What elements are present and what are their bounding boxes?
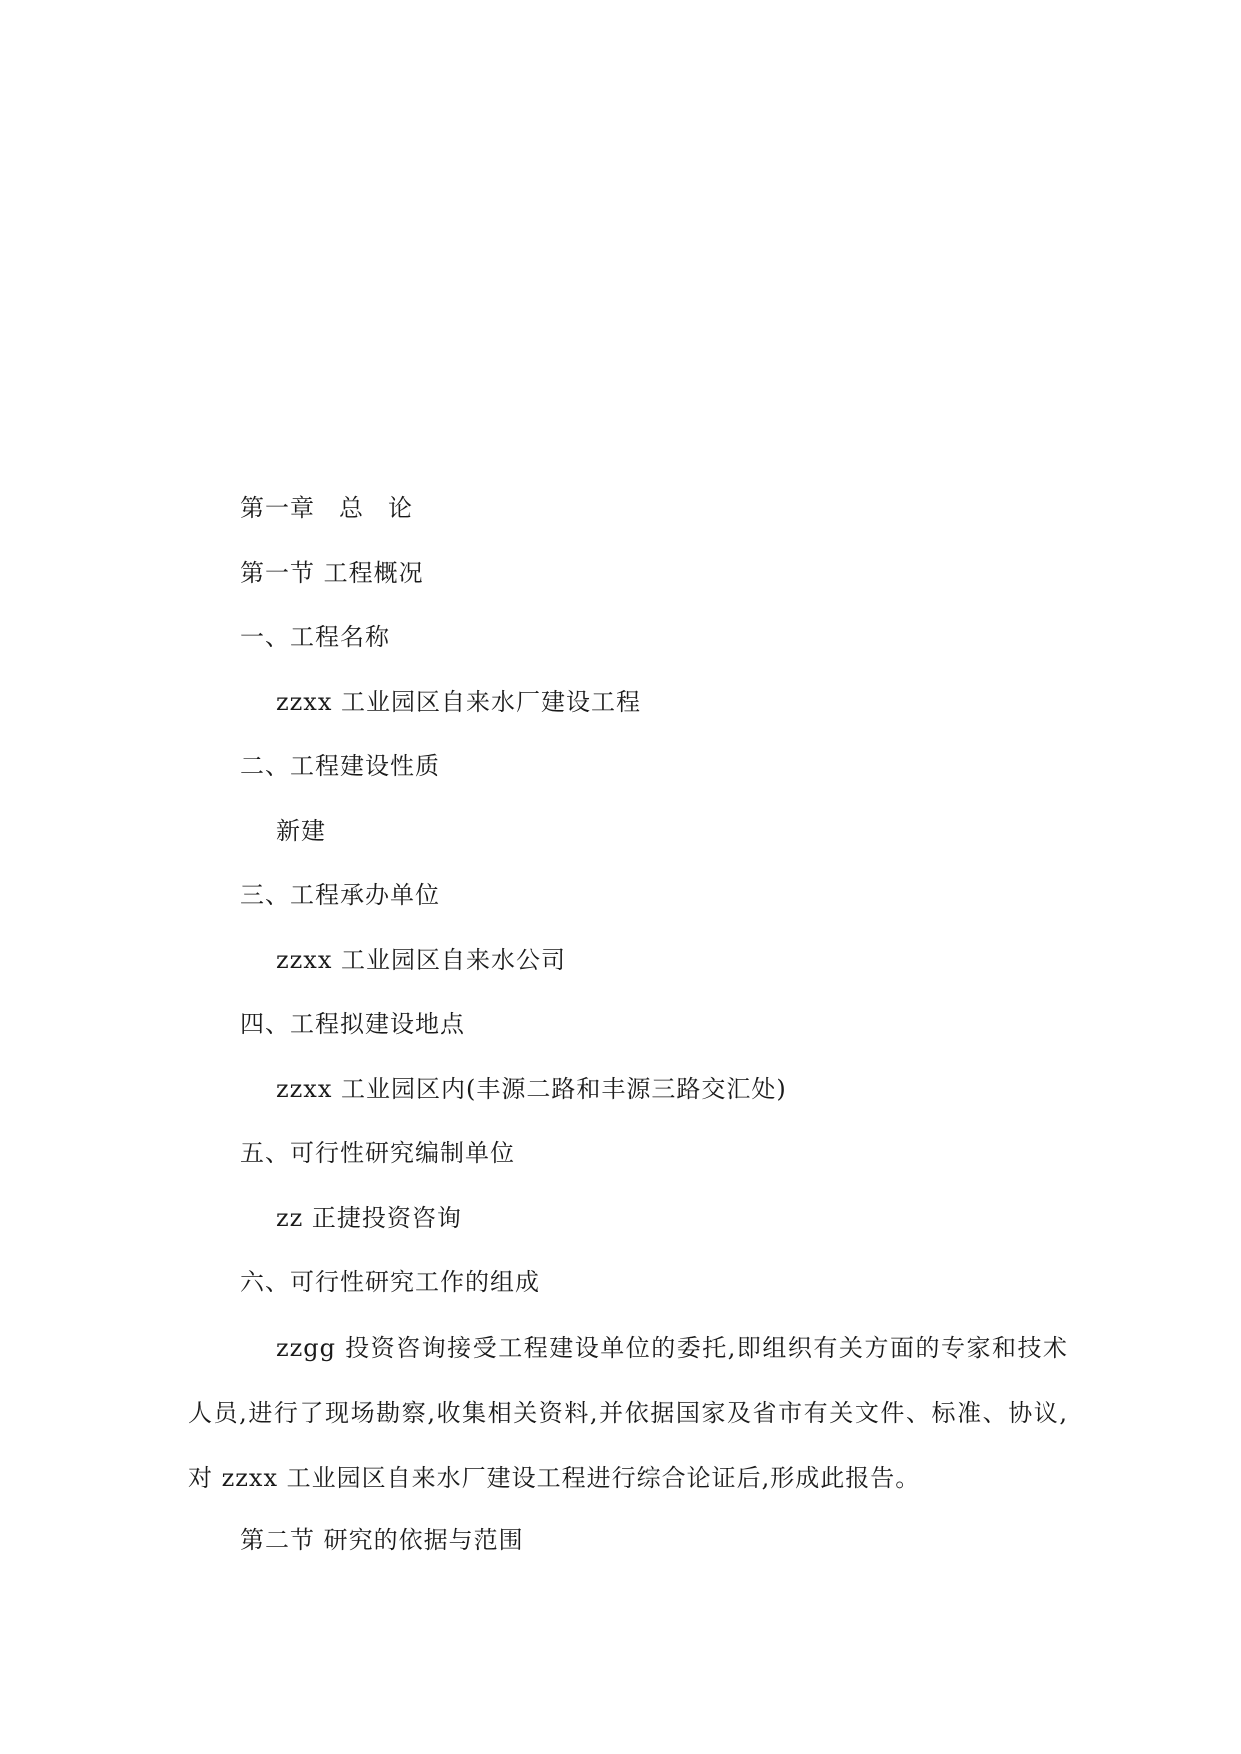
chapter-word-2: 论 xyxy=(388,494,413,522)
item-heading: 五、可行性研究编制单位 xyxy=(240,1139,515,1167)
item-content: zzxx 工业园区自来水厂建设工程 xyxy=(276,688,641,716)
item-content: zz 正捷投资咨询 xyxy=(276,1204,462,1232)
section-title: 第二节 研究的依据与范围 xyxy=(240,1526,524,1554)
body-paragraph: zzgg 投资咨询接受工程建设单位的委托,即组织有关方面的专家和技术人员,进行了现场勘察,收集相关资料,并依据国家及省市有关文件、标准、协议,对 zzxx 工业园区自来水厂建设工程进行综合论证后,形成此报告。 xyxy=(188,1334,1068,1492)
chapter-word-1: 总 xyxy=(339,494,364,522)
item-content: 新建 xyxy=(276,817,326,845)
item-heading: 一、工程名称 xyxy=(240,623,390,651)
item-heading: 四、工程拟建设地点 xyxy=(240,1010,465,1038)
item-content: zzxx 工业园区内(丰源二路和丰源三路交汇处) xyxy=(276,1075,787,1103)
item-heading: 三、工程承办单位 xyxy=(240,881,440,909)
item-heading: 二、工程建设性质 xyxy=(240,752,440,780)
item-heading: 六、可行性研究工作的组成 xyxy=(240,1268,540,1296)
section-title: 第一节 工程概况 xyxy=(240,559,424,587)
item-content: zzxx 工业园区自来水公司 xyxy=(276,946,566,974)
chapter-title xyxy=(240,493,413,523)
chapter-number: 第一章 xyxy=(240,494,315,522)
